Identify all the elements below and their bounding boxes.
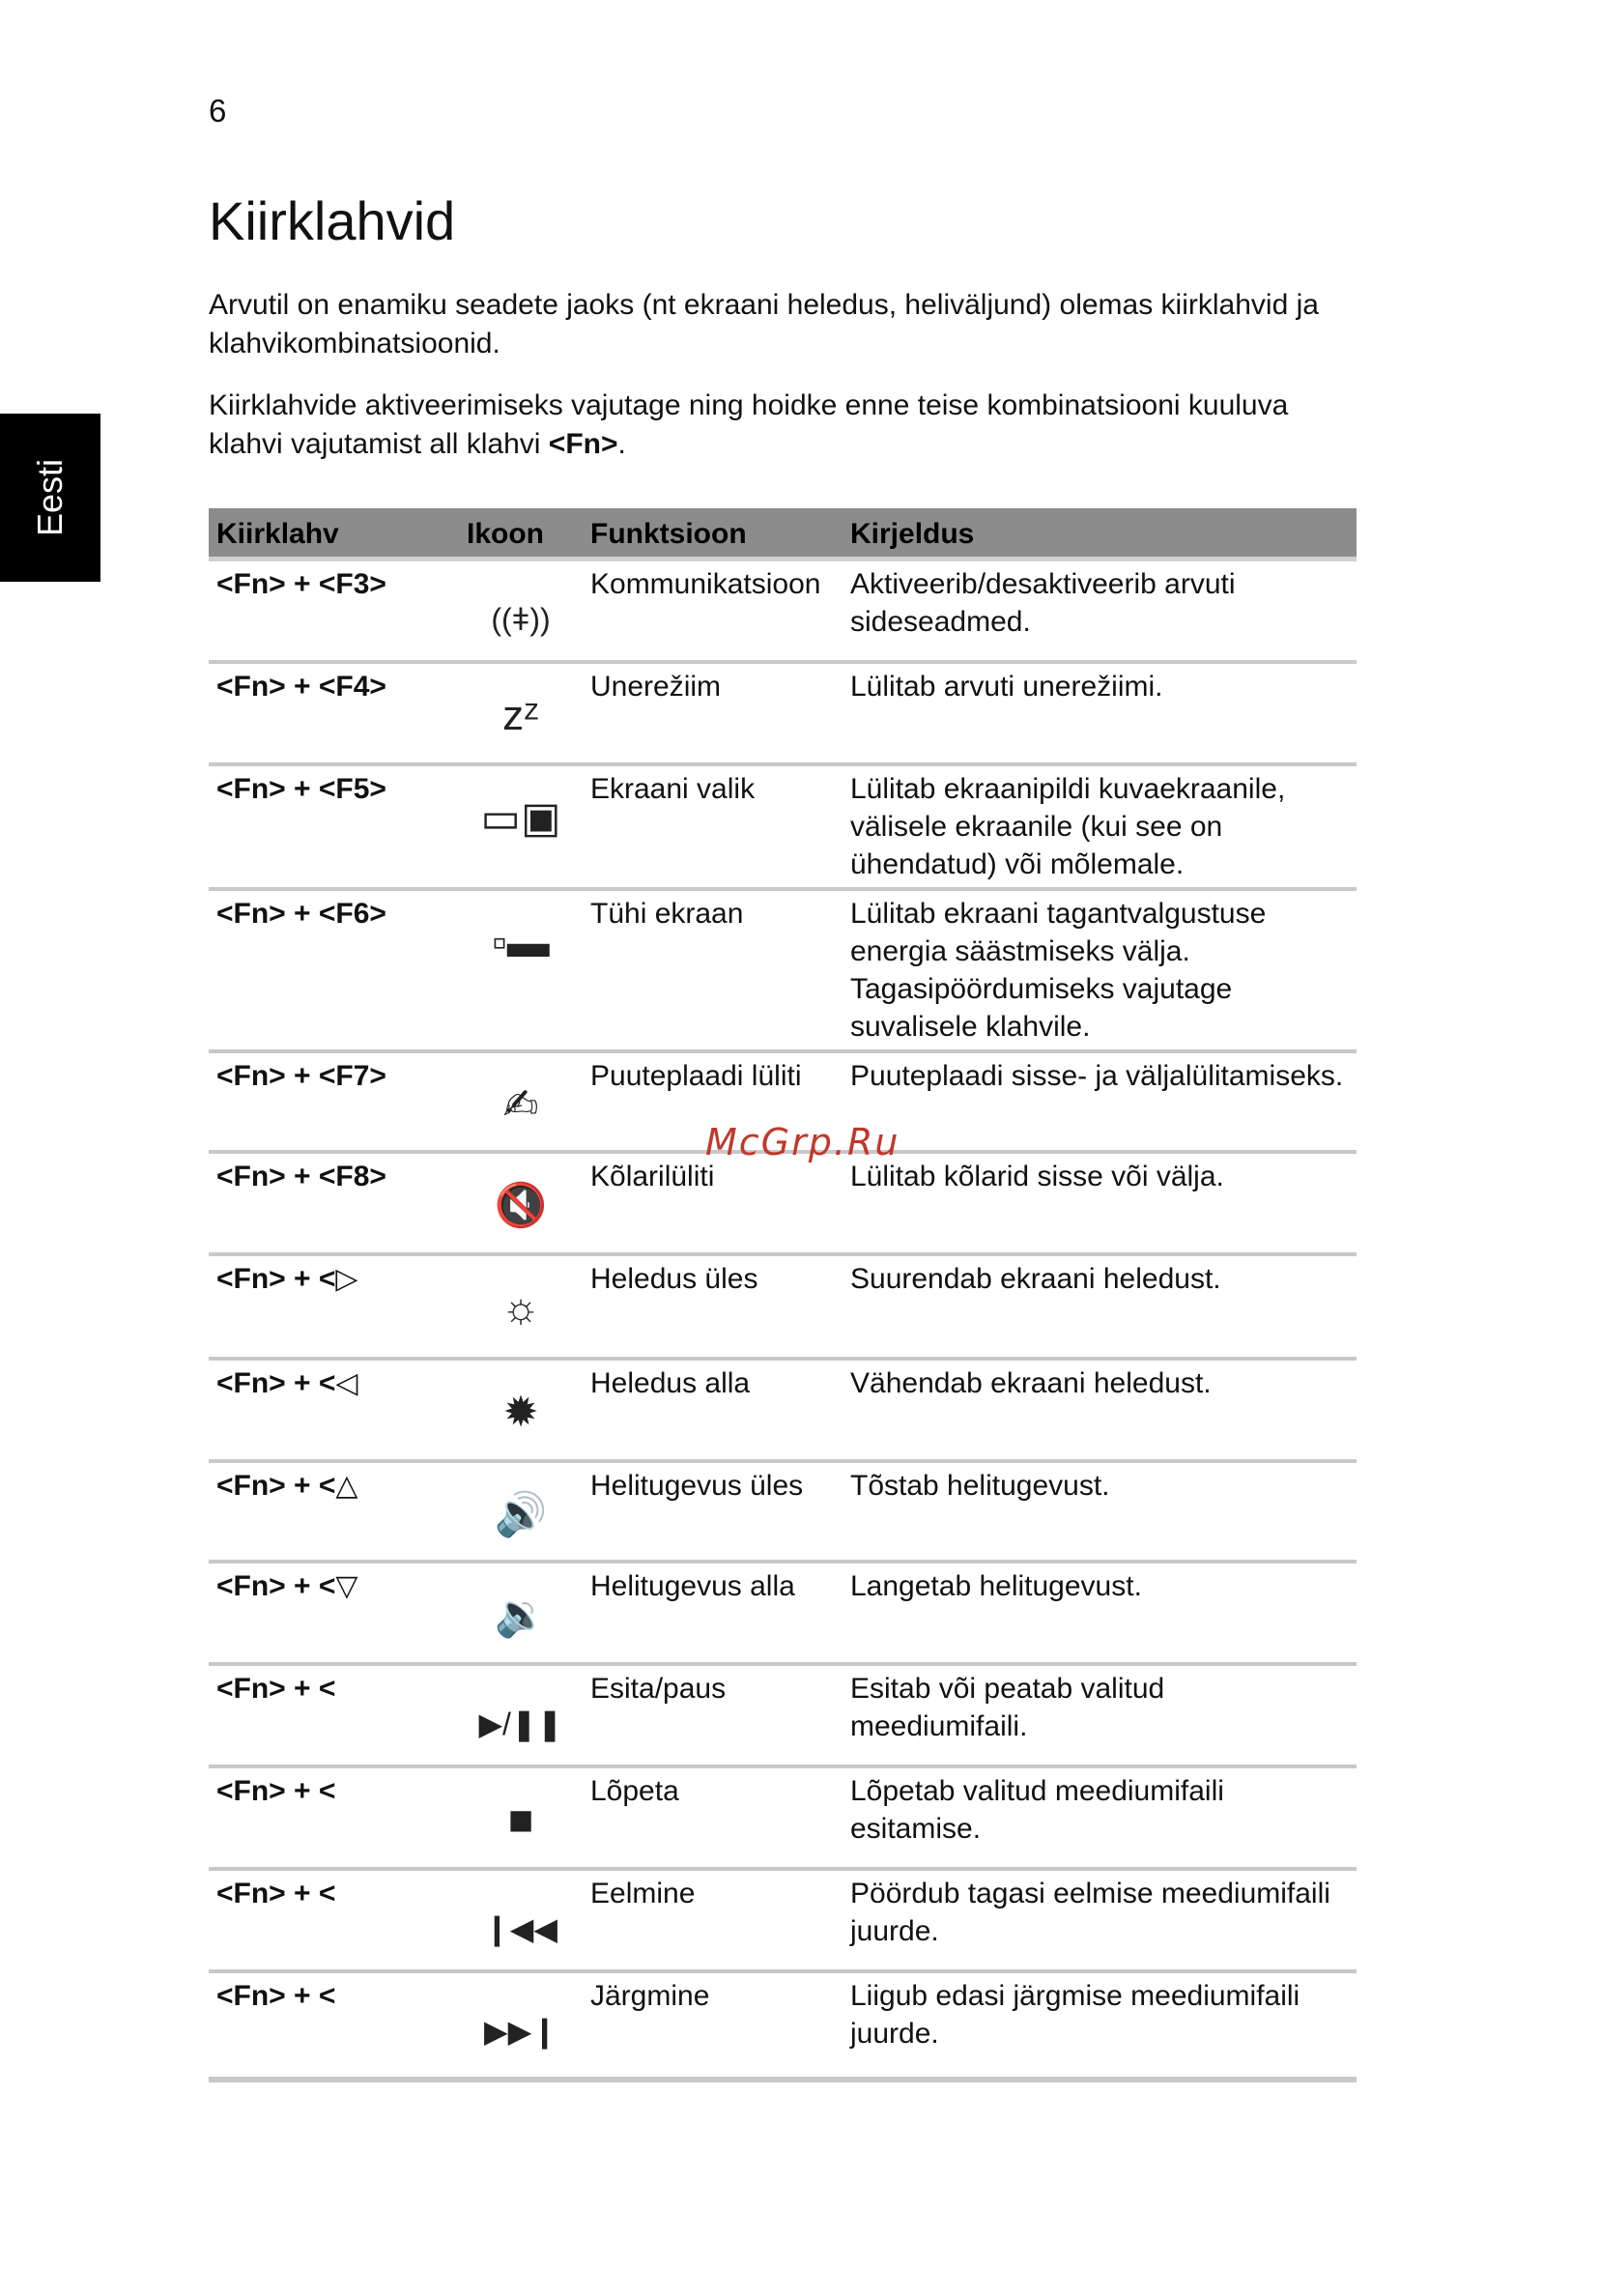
hotkey-label: <Fn> + <F7>	[216, 1059, 386, 1092]
table-row	[209, 560, 1357, 662]
arrow-key-icon: ▽	[335, 1569, 358, 1602]
header-funktsioon: Funktsioon	[583, 508, 843, 560]
icon-cell	[459, 889, 583, 1051]
volume-up-icon: 🔊	[494, 1490, 548, 1538]
function-cell: Unerežiim	[583, 662, 843, 764]
description-cell: Lülitab kõlarid sisse või välja.	[843, 1152, 1357, 1254]
table-row	[209, 1971, 1357, 2080]
hotkey-cell	[209, 1051, 459, 1152]
language-side-tab-label: Eesti	[29, 458, 70, 537]
hotkey-cell	[209, 1562, 459, 1664]
speaker-toggle-icon: 🔇	[494, 1181, 548, 1229]
function-cell: Helitugevus üles	[583, 1461, 843, 1562]
hotkey-label: <Fn> + <	[216, 1262, 336, 1295]
hotkey-cell	[209, 1766, 459, 1869]
hotkey-cell	[209, 1664, 459, 1766]
hotkey-label: <Fn> + <	[216, 1877, 336, 1909]
function-cell: Lõpeta	[583, 1766, 843, 1869]
icon-cell	[459, 1766, 583, 1869]
language-side-tab	[0, 414, 100, 582]
function-cell: Kommunikatsioon	[583, 560, 843, 662]
description-cell: Liigub edasi järgmise meediumifaili juurde.	[843, 1971, 1357, 2080]
stop-icon: ■	[507, 1795, 534, 1844]
table-row	[209, 1869, 1357, 1971]
icon-cell	[459, 1152, 583, 1254]
function-cell: Kõlarilüliti	[583, 1152, 843, 1254]
next-track-icon: ▶▶❙	[483, 2013, 558, 2049]
hotkey-label: <Fn> + <	[216, 1774, 336, 1807]
icon-cell	[459, 1971, 583, 2080]
wireless-communication-icon: ((ǂ))	[491, 602, 551, 637]
hotkey-cell	[209, 1359, 459, 1461]
icon-cell	[459, 764, 583, 889]
function-cell: Puuteplaadi lüliti	[583, 1051, 843, 1152]
hotkey-label: <Fn> + <F8>	[216, 1160, 386, 1192]
table-row	[209, 764, 1357, 889]
function-cell: Tühi ekraan	[583, 889, 843, 1051]
hotkey-label: <Fn> + <	[216, 1979, 336, 2012]
description-cell: Tõstab helitugevust.	[843, 1461, 1357, 1562]
hotkey-cell	[209, 1971, 459, 2080]
volume-down-icon: 🔉	[494, 1591, 548, 1639]
header-kirjeldus: Kirjeldus	[843, 508, 1357, 560]
hotkey-label: <Fn> + <F5>	[216, 772, 386, 805]
intro-paragraph-2	[209, 387, 1358, 464]
description-cell: Aktiveerib/desaktiveerib arvuti sideseadmed.	[843, 560, 1357, 662]
header-kiirklahv: Kiirklahv	[209, 508, 459, 560]
fn-key-label: <Fn>	[548, 428, 618, 460]
table-row	[209, 1766, 1357, 1869]
hotkey-label: <Fn> + <	[216, 1469, 336, 1502]
function-cell: Esita/paus	[583, 1664, 843, 1766]
intro-paragraph-1: Arvutil on enamiku seadete jaoks (nt ekraani heledus, heliväljund) olemas kiirklahvid ja klahvikombinatsioonid.	[209, 289, 1319, 359]
header-ikoon: Ikoon	[459, 508, 583, 560]
description-cell: Lülitab ekraani tagantvalgustuse energia säästmiseks välja. Tagasipöördumiseks vajutage suvalisele klahvile.	[843, 889, 1357, 1051]
description-cell: Esitab või peatab valitud meediumifaili.	[843, 1664, 1357, 1766]
description-cell: Vähendab ekraani heledust.	[843, 1359, 1357, 1461]
page-number: 6	[209, 93, 227, 129]
icon-cell	[459, 1051, 583, 1152]
description-cell: Suurendab ekraani heledust.	[843, 1254, 1357, 1359]
hotkey-cell	[209, 889, 459, 1051]
function-cell: Järgmine	[583, 1971, 843, 2080]
description-cell: Lülitab ekraanipildi kuvaekraanile, välisele ekraanile (kui see on ühendatud) või mõlemale.	[843, 764, 1357, 889]
table-header-row	[209, 508, 1357, 560]
hotkeys-table	[209, 508, 1357, 2082]
intro-paragraph-2-end: .	[617, 428, 626, 460]
icon-cell	[459, 560, 583, 662]
hotkey-label: <Fn> + <F3>	[216, 568, 386, 600]
intro-paragraph-2-text: Kiirklahvide aktiveerimiseks vajutage ning hoidke enne teise kombinatsiooni kuuluva klahvi vajutamist all klahvi	[209, 389, 1289, 460]
description-cell: Lülitab arvuti unerežiimi.	[843, 662, 1357, 764]
hotkey-label: <Fn> + <	[216, 1672, 336, 1705]
icon-cell	[459, 1359, 583, 1461]
display-toggle-icon: ▭▣	[480, 793, 561, 842]
table-row	[209, 1461, 1357, 1562]
previous-track-icon: ❙◀◀	[483, 1910, 558, 1946]
hotkey-cell	[209, 1869, 459, 1971]
function-cell: Helitugevus alla	[583, 1562, 843, 1664]
icon-cell	[459, 1461, 583, 1562]
table-row	[209, 889, 1357, 1051]
icon-cell	[459, 662, 583, 764]
page-title: Kiirklahvid	[209, 190, 456, 251]
icon-cell	[459, 1664, 583, 1766]
description-cell: Pöördub tagasi eelmise meediumifaili juurde.	[843, 1869, 1357, 1971]
table-row	[209, 1152, 1357, 1254]
hotkey-label: <Fn> + <F6>	[216, 897, 386, 930]
screen-blank-icon: ▫▬	[492, 918, 550, 966]
description-cell: Puuteplaadi sisse- ja väljalülitamiseks.	[843, 1051, 1357, 1152]
sleep-icon: zᶻ	[502, 691, 539, 739]
description-cell: Langetab helitugevust.	[843, 1562, 1357, 1664]
table-row	[209, 1254, 1357, 1359]
icon-cell	[459, 1254, 583, 1359]
table-row	[209, 1562, 1357, 1664]
hotkey-cell	[209, 662, 459, 764]
touchpad-toggle-icon: ✍	[502, 1080, 539, 1129]
table-row	[209, 1664, 1357, 1766]
hotkey-label: <Fn> + <	[216, 1366, 336, 1399]
function-cell: Eelmine	[583, 1869, 843, 1971]
table-row	[209, 662, 1357, 764]
function-cell: Heledus üles	[583, 1254, 843, 1359]
brightness-down-icon: ✹	[502, 1388, 539, 1436]
hotkey-cell	[209, 764, 459, 889]
hotkey-label: <Fn> + <F4>	[216, 670, 386, 703]
hotkey-label: <Fn> + <	[216, 1569, 336, 1602]
function-cell: Heledus alla	[583, 1359, 843, 1461]
icon-cell	[459, 1562, 583, 1664]
description-cell: Lõpetab valitud meediumifaili esitamise.	[843, 1766, 1357, 1869]
hotkey-cell	[209, 1461, 459, 1562]
icon-cell	[459, 1869, 583, 1971]
play-pause-icon: ▶/❚❚	[478, 1706, 563, 1741]
arrow-key-icon: ▷	[335, 1262, 358, 1295]
hotkey-cell	[209, 1152, 459, 1254]
hotkey-cell	[209, 1254, 459, 1359]
table-row	[209, 1359, 1357, 1461]
watermark: McGrp.Ru	[705, 1121, 900, 1163]
arrow-key-icon: △	[335, 1469, 358, 1502]
function-cell: Ekraani valik	[583, 764, 843, 889]
hotkey-cell	[209, 560, 459, 662]
arrow-key-icon: ◁	[335, 1366, 358, 1399]
brightness-up-icon: ☼	[500, 1283, 541, 1332]
